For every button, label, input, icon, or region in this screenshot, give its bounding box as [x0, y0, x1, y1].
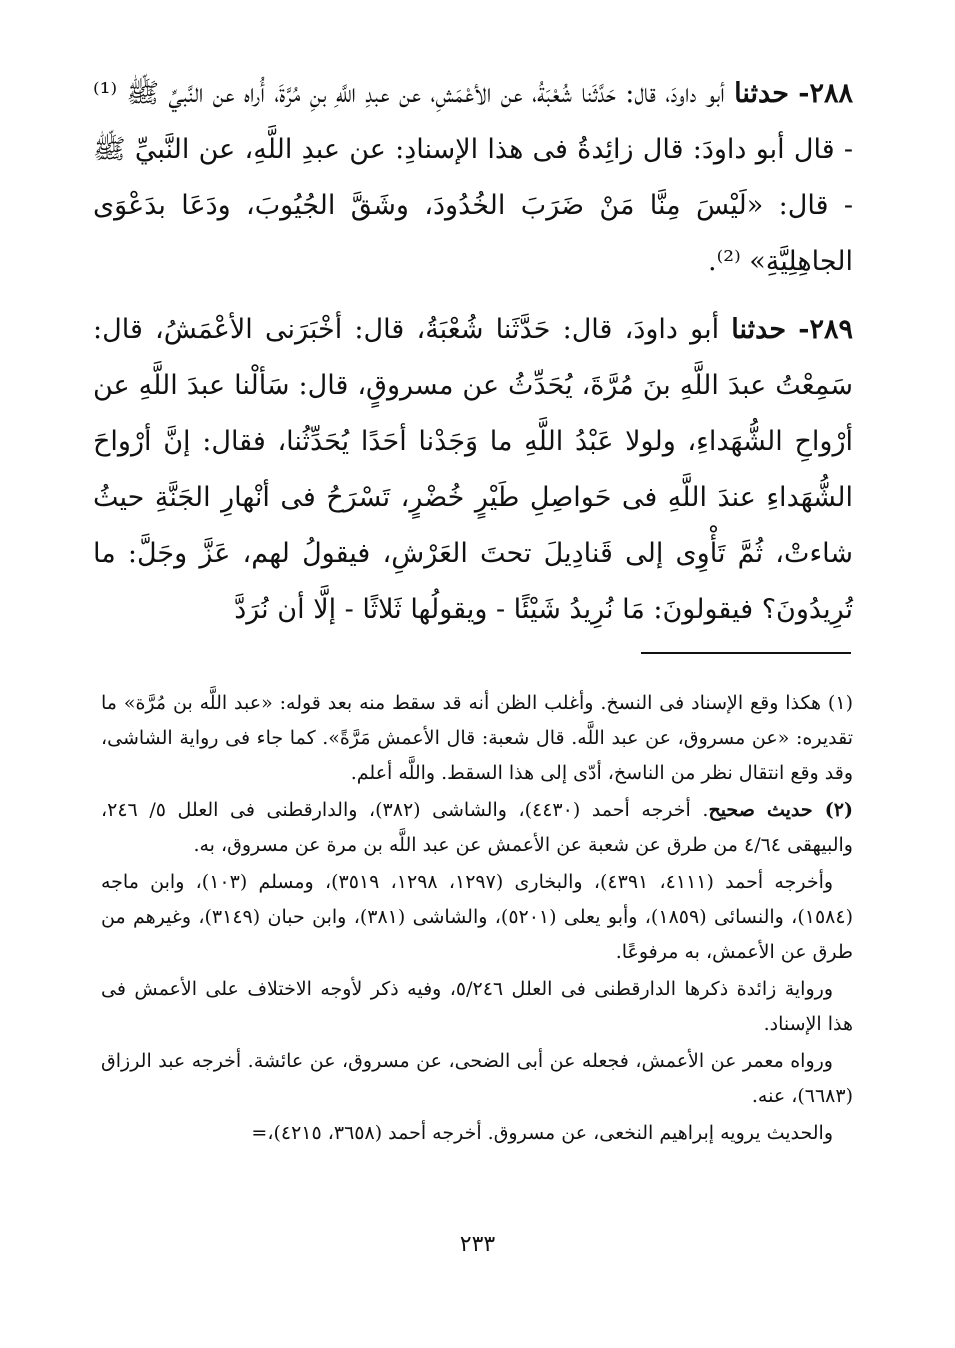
hadith-288: [93, 66, 853, 290]
footnote-text: . أخرجه أحمد (٤٤٣٠)، والشاشى (٣٨٢)، والدارقطنى فى العلل ٥/ ٢٤٦، والبيهقى ٤/٦٤ من طرق عن شعبة عن الأعمش عن عبد اللَّه بن مرة عن مسروق، به.: [101, 799, 853, 856]
footnote-2-paragraph-d: [101, 1044, 853, 1114]
main-text-body: [93, 66, 853, 638]
footnote-lead: (٢) حديث صحيح: [708, 799, 853, 821]
hadith-lead-word: حدثنا: [731, 314, 787, 345]
footnote-separator: [641, 652, 851, 654]
footnote-text: ورواه معمر عن الأعمش، فجعله عن أبى الضحى، عن مسروق، عن عائشة. أخرجه عبد الرزاق (٦٦٨٣)، عنه.: [101, 1050, 853, 1107]
hadith-text: أبو داودَ، قال: حَدَّثَنا شُعْبَةُ، عن الأعْمَشِ، عن عبدِ اللَّهِ بنِ مُرَّةَ، أُراه عن النَّبيِّ ﷺ ⁽¹⁾ - قال أبو داودَ: قال زائِدةُ فى هذا الإسنادِ: عن عبدِ اللَّهِ، عن النَّبيِّ ﷺ - قال: «لَيْسَ مِنَّا مَنْ ضَرَبَ الخُدُودَ، وشَقَّ الجُيُوبَ، ودَعَا بدَعْوَى الجاهِلِيَّةِ» ⁽²⁾.: [93, 78, 853, 277]
footnote-text: (١) هكذا وقع الإسناد فى النسخ. وأغلب الظن أنه قد سقط منه بعد قوله: «عبد اللَّه بن مُرَّة» ما تقديره: «عن مسروق، عن عبد اللَّه. قال شعبة: قال الأعمش مَرَّةً». كما جاء فى رواية الشاشى، وقد وقع انتقال نظر من الناسخ، أدّى إلى هذا السقط. واللَّه أعلم.: [101, 692, 853, 784]
footnote-2-paragraph-b: [101, 865, 853, 970]
hadith-number: ٢٨٩-: [798, 314, 853, 345]
footnote-2-paragraph-e: [101, 1116, 853, 1151]
hadith-lead-word: حدثنا: [734, 78, 789, 109]
footnotes-section: [101, 686, 853, 1153]
hadith-number: ٢٨٨-: [798, 78, 853, 109]
footnote-text: ورواية زائدة ذكرها الدارقطنى فى العلل ٥/٢٤٦، وفيه ذكر لأوجه الاختلاف على الأعمش فى هذا الإسناد.: [101, 978, 853, 1035]
hadith-text: أبو داودَ، قال: حَدَّثَنا شُعْبَةُ، قال: أخْبَرَنى الأعْمَشُ، قال: سَمِعْتُ عبدَ اللَّهِ بنَ مُرَّةَ، يُحَدِّثُ عن مسروقٍ، قال: سَألْنا عبدَ اللَّهِ عن أرْواحِ الشُّهَداءِ، ولولا عَبْدُ اللَّهِ ما وَجَدْنا أحَدًا يُحَدِّثُنا، فقال: إنَّ أرْواحَ الشُّهَداءِ عندَ اللَّهِ فى حَواصِلِ طَيْرٍ خُضْرٍ، تَسْرَحُ فى أنْهارِ الجَنَّةِ حيثُ شاءتْ، ثُمَّ تَأْوِى إلى قَنادِيلَ تحتَ العَرْشِ، فيقولُ لهم، عَزَّ وجَلَّ: ما تُرِيدُونَ؟ فيقولونَ: مَا نُرِيدُ شَيْئًا - ويقولُها ثَلاثًا - إلَّا أن نُرَدَّ: [93, 314, 853, 625]
footnote-text: وأخرجه أحمد (٤١١١، ٤٣٩١)، والبخارى (١٢٩٧، ١٢٩٨، ٣٥١٩)، ومسلم (١٠٣)، وابن ماجه (١٥٨٤)، والنسائى (١٨٥٩)، وأبو يعلى (٥٢٠١)، والشاشى (٣٨١)، وابن حبان (٣١٤٩)، وغيرهم من طرق عن الأعمش، به مرفوعًا.: [101, 871, 853, 963]
footnote-2-paragraph-c: [101, 972, 853, 1042]
footnote-2: [101, 793, 853, 863]
footnote-text: والحديث يرويه إبراهيم النخعى، عن مسروق. أخرجه أحمد (٣٦٥٨، ٤٢١٥)،=: [251, 1122, 833, 1144]
footnote-1: [101, 686, 853, 791]
page-number: ٢٣٣: [459, 1232, 496, 1257]
hadith-289: [93, 302, 853, 638]
